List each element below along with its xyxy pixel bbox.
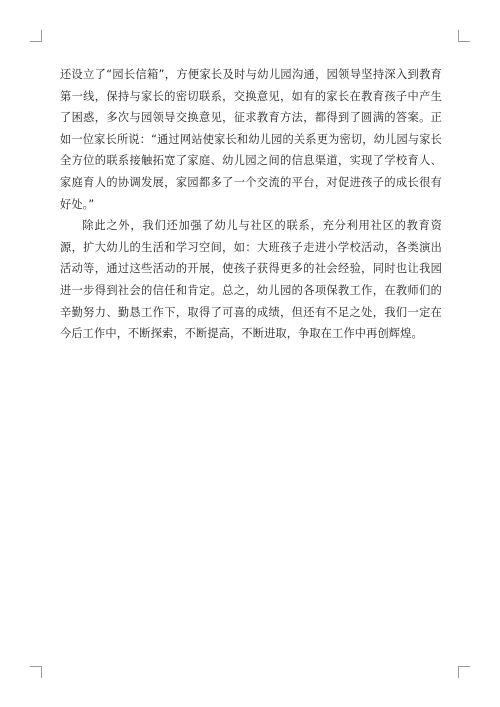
- document-body: [60, 64, 442, 345]
- paragraph-1: 还设立了“园长信箱”，方便家长及时与幼儿园沟通，园领导坚持深入到教育第一线，保持与家长的密切联系，交换意见，如有的家长在教育孩子中产生了困惑，多次与园领导交换意见，征求教育方法，都得到了圆满的答案。正如一位家长所说：“通过网站使家长和幼儿园的关系更为密切，幼儿园与家长全方位的联系接触拓宽了家庭、幼儿园之间的信息渠道，实现了学校育人、家庭育人的协调发展，家园都多了一个交流的平台，对促进孩子的成长很有好处。”: [60, 68, 442, 211]
- paragraph-2: 除此之外，我们还加强了幼儿与社区的联系，充分利用社区的教育资源，扩大幼儿的生活和学习空间，如：大班孩子走进小学校活动，各类演出活动等，通过这些活动的开展，使孩子获得更多的社会经验，同时也让我园进一步得到社会的信任和肯定。总之，幼儿园的各项保教工作，在教师们的辛勤努力、勤恳工作下，取得了可喜的成绩，但还有不足之处，我们一定在今后工作中，不断探索，不断提高，不断进取，争取在工作中再创辉煌。: [60, 219, 442, 341]
- crop-mark-top-left: [30, 30, 42, 42]
- crop-mark-bottom-right: [458, 666, 470, 678]
- crop-mark-bottom-left: [30, 666, 42, 678]
- crop-mark-top-right: [458, 30, 470, 42]
